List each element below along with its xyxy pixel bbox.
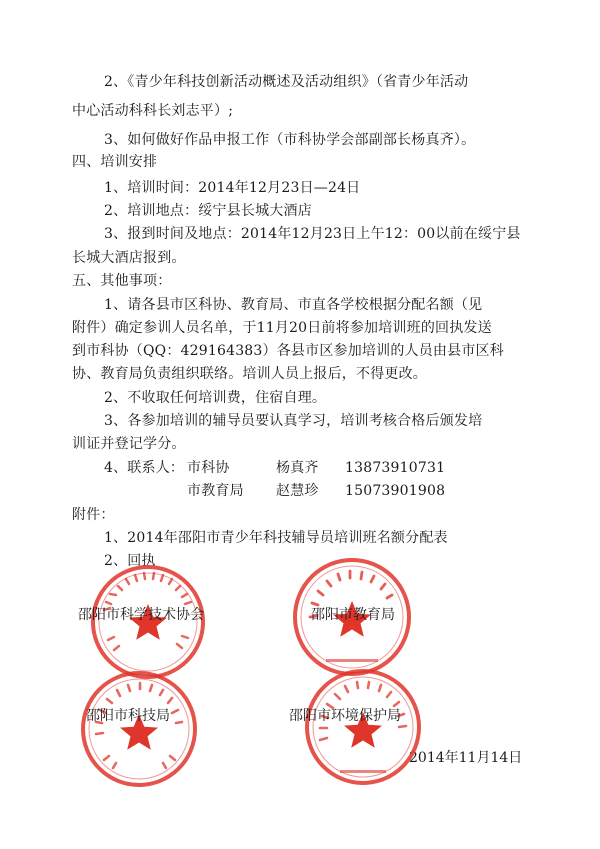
attachment-1: 1、2014年邵阳市青少年科技辅导员培训班名额分配表 xyxy=(104,530,448,546)
section-5-item-2: 2、不收取任何培训费，住宿自理。 xyxy=(104,390,327,406)
paragraph-3: 3、如何做好作品申报工作（市科协学会部副部长杨真齐）。 xyxy=(104,132,476,148)
attachment-2: 2、回执 xyxy=(104,553,156,569)
seal-1-label: 邵阳市科学技术协会 xyxy=(78,607,204,623)
document-date: 2014年11月14日 xyxy=(409,750,523,766)
contact-2-name: 赵慧珍 xyxy=(276,483,319,499)
contact-label: 4、联系人： xyxy=(104,460,185,476)
section-5-item-1-line-2: 附件）确定参训人员名单，于11月20日前将参加培训班的回执发送 xyxy=(72,320,492,336)
section-4-item-1: 1、培训时间：2014年12月23日—24日 xyxy=(104,180,361,196)
section-5-item-1-line-4: 协、教育局负责组织联络。培训人员上报后，不得更改。 xyxy=(72,366,427,382)
section-5-item-3-line-2: 训证并登记学分。 xyxy=(72,436,186,452)
attachment-title: 附件： xyxy=(72,507,115,523)
section-5-item-1-line-1: 1、请各县市区科协、教育局、市直各学校根据分配名额（见 xyxy=(104,297,483,313)
contact-1-name: 杨真齐 xyxy=(276,460,319,476)
seal-4-label: 邵阳市环境保护局 xyxy=(289,708,401,724)
seal-2-label: 邵阳市教育局 xyxy=(311,607,395,623)
section-5-title: 五、其他事项： xyxy=(72,273,172,289)
section-4-item-2: 2、培训地点：绥宁县长城大酒店 xyxy=(104,203,312,219)
contact-1-phone: 13873910731 xyxy=(345,460,446,476)
contact-2-phone: 15073901908 xyxy=(345,483,446,499)
seal-3-label: 邵阳市科技局 xyxy=(86,708,170,724)
section-4-item-3-line-2: 长城大酒店报到。 xyxy=(72,250,186,266)
contact-1-org: 市科协 xyxy=(187,460,230,476)
contact-2-org: 市教育局 xyxy=(187,483,244,499)
section-4-title: 四、培训安排 xyxy=(72,154,158,170)
section-5-item-1-line-3: 到市科协（QQ：429164383）各县市区参加培训的人员由县市区科 xyxy=(72,343,504,359)
paragraph-2-line-2: 中心活动科科长刘志平）; xyxy=(72,103,234,119)
section-4-item-3-line-1: 3、报到时间及地点：2014年12月23日上午12：00以前在绥宁县 xyxy=(104,226,521,242)
paragraph-2-line-1: 2、《青少年科技创新活动概述及活动组织》（省青少年活动 xyxy=(104,74,469,90)
seal-3-stamp-icon xyxy=(78,668,200,790)
seal-4-stamp-icon xyxy=(302,666,424,788)
section-5-item-3-line-1: 3、各参加培训的辅导员要认真学习，培训考核合格后颁发培 xyxy=(104,413,483,429)
